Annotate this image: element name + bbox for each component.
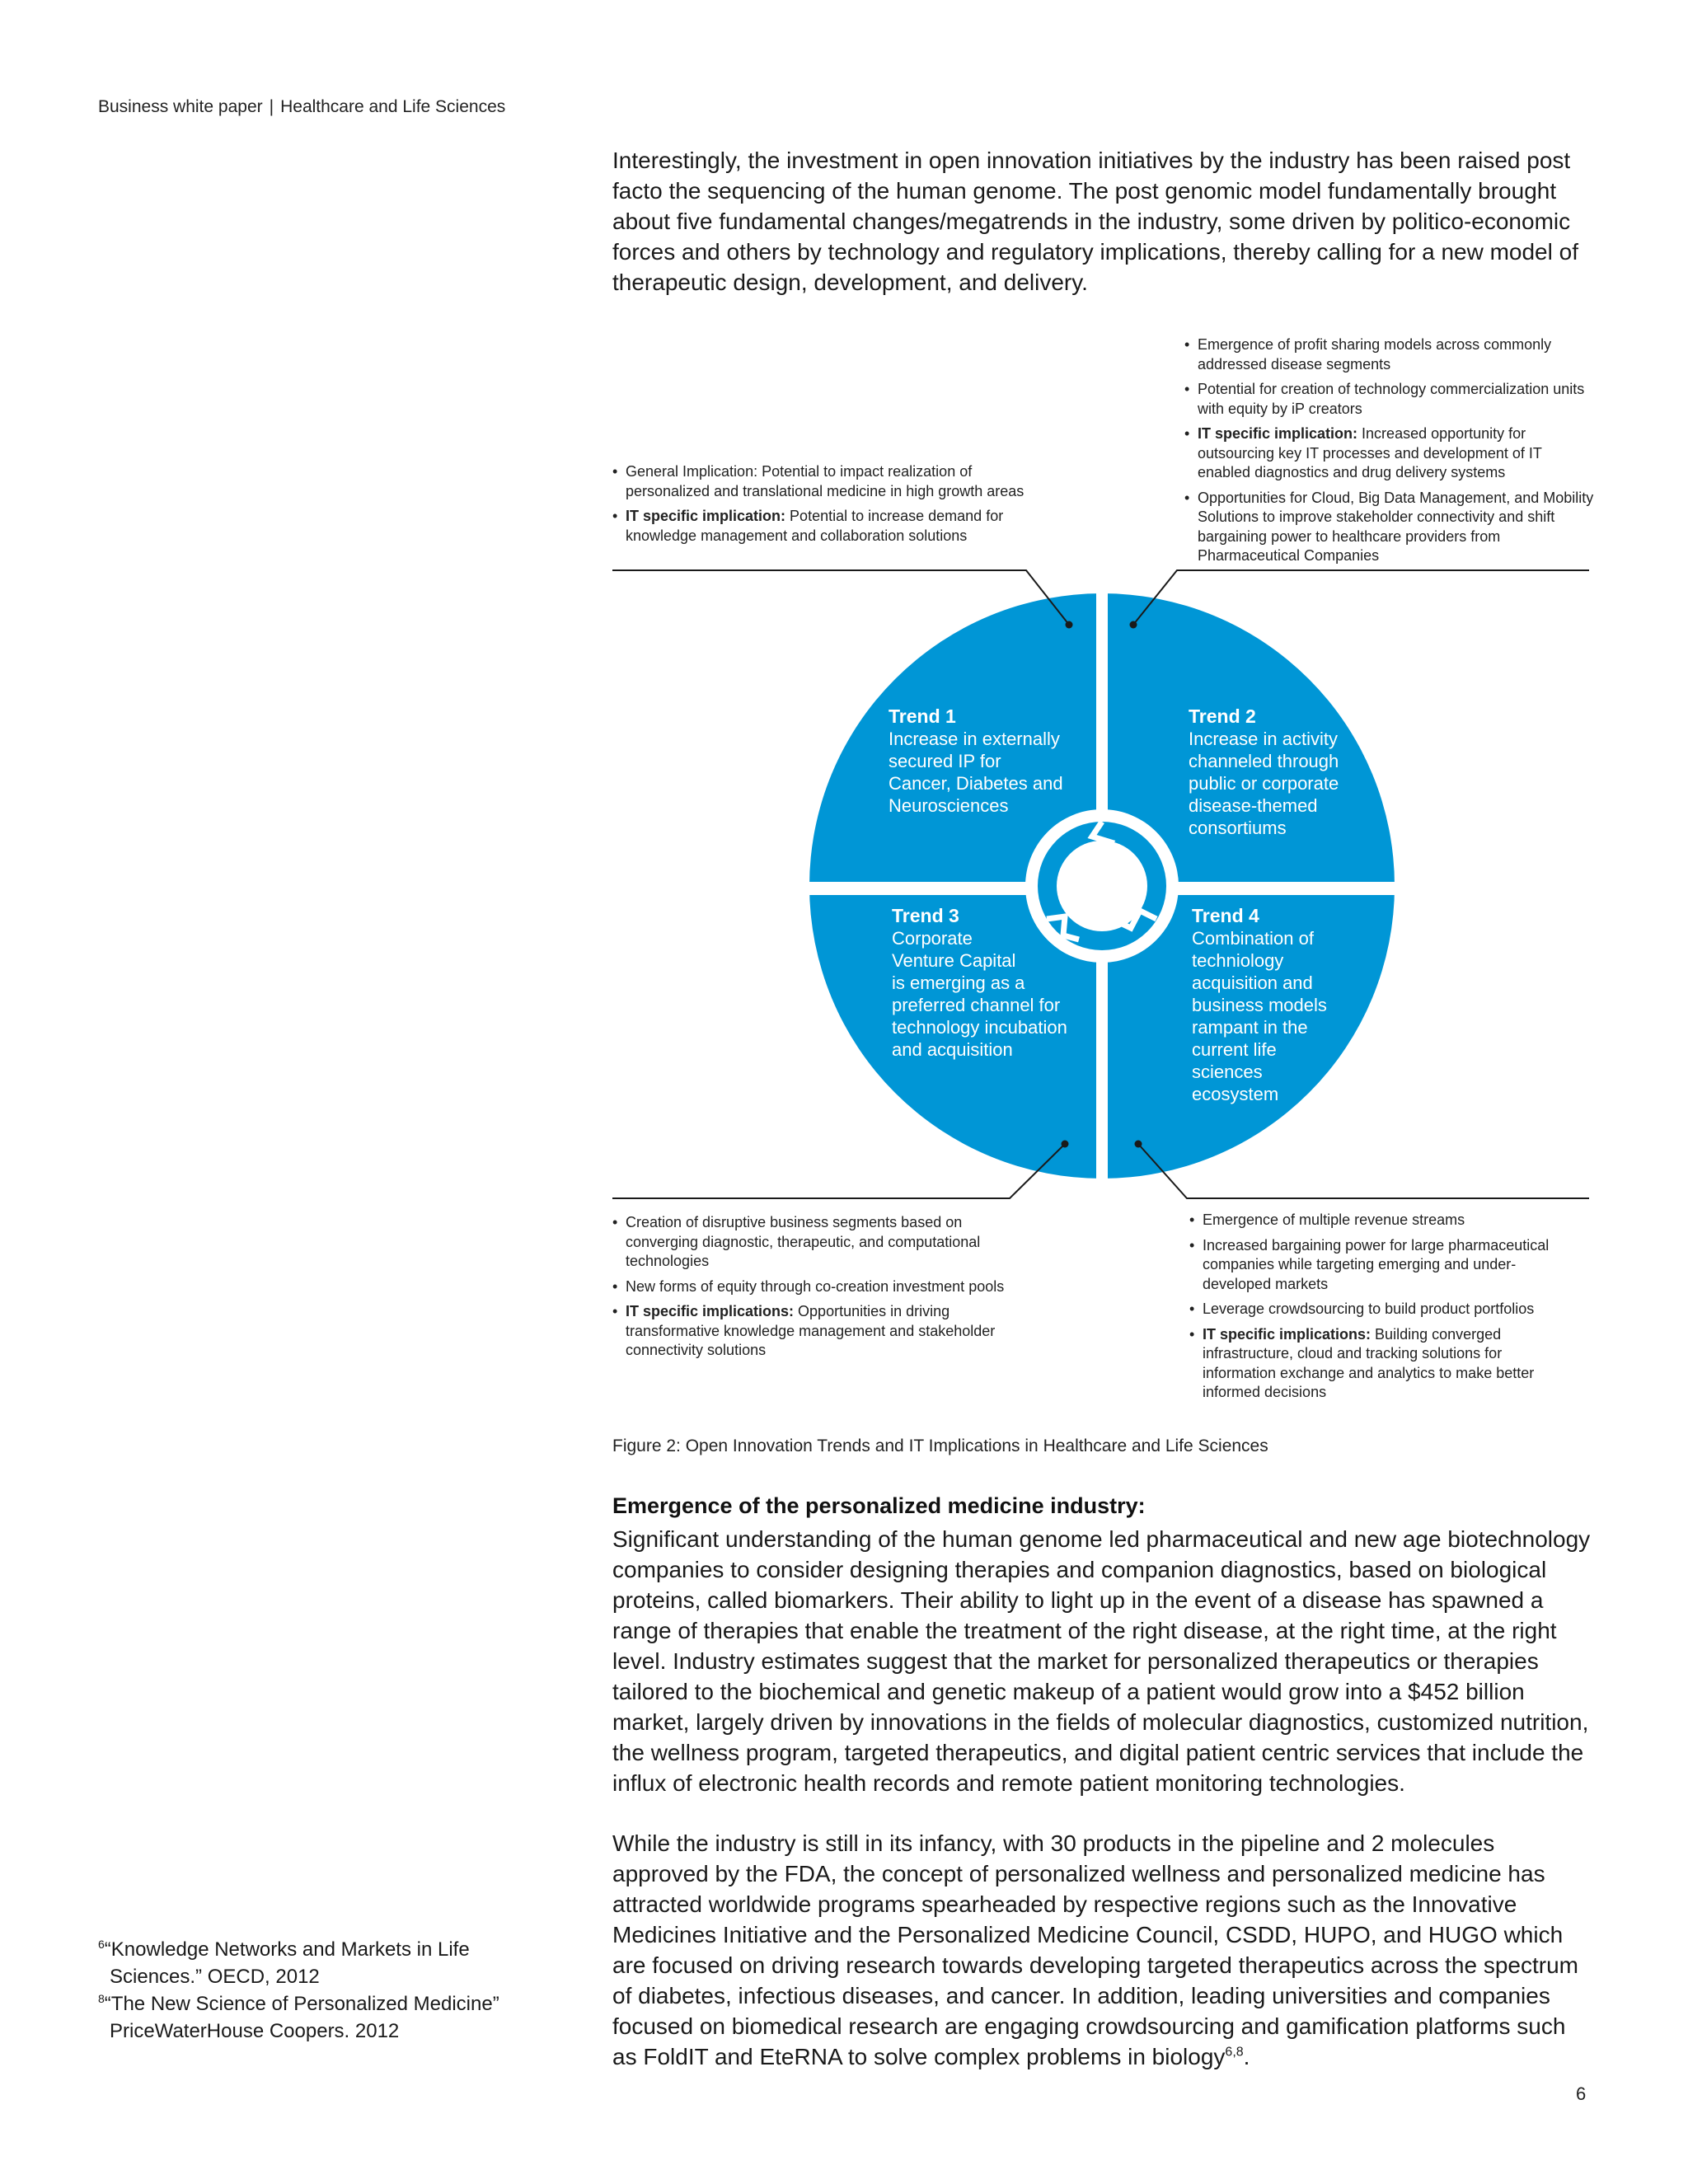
trend-1-line: secured IP for [889,751,1001,771]
trend-2-line: channeled through [1189,751,1339,771]
section-title: Emergence of the personalized medicine industry: [612,1493,1146,1518]
callout-bullet [1189,1211,1568,1230]
callout-bullet [1189,1325,1568,1403]
callout-bullet [1189,1236,1568,1295]
bullet-text: Emergence of profit sharing models across commonly addressed disease segments [1198,336,1552,373]
trend-2-label [1189,705,1378,839]
bullet-text: Opportunities for Cloud, Big Data Management, and Mobility Solutions to improve stakeholder connectivity and shift bargaining power to healthcare providers from Pharmaceutical Companies [1198,489,1594,564]
trend-4-line: rampant in the [1192,1017,1308,1038]
bullet-text: Leverage crowdsourcing to build product portfolios [1203,1301,1535,1317]
figure-caption: Figure 2: Open Innovation Trends and IT Implications in Healthcare and Life Sciences [612,1436,1268,1455]
trend-3-line: and acquisition [892,1039,1013,1060]
trend-1-line: Increase in externally [889,729,1060,749]
bullet-text: Increased bargaining power for large pharmaceutical companies while targeting emerging and under-developed markets [1203,1236,1550,1292]
paragraph-text: While the industry is still in its infancy, with 30 products in the pipeline and 2 molecules approved by the FDA, the concept of personalized wellness and personalized medicine has attracted worldwide programs spearheaded by respective regions such as the Innovative Medicines Initiative and the Personalized Medicine Council, CSDD, HUPO, and HUGO which are focused on driving research towards developing targeted therapeutics across the spectrum of diabetes, infectious diseases, and cancer. In addition, leading universities and companies focused on biomedical research are engaging crowdsourcing and gamification platforms such as FoldIT and EteRNA to solve complex problems in biology [612,1830,1578,2069]
footnote-text: “The New Science of Personalized Medicine” PriceWaterHouse Coopers. 2012 [104,1993,499,2042]
trend-4-line: Combination of [1192,928,1314,949]
bullet-bold: IT specific implications: [1203,1325,1372,1343]
leader-dot-top-right [1130,621,1137,629]
header-doc-type: Business white paper [98,97,263,116]
page-number: 6 [1576,2083,1587,2104]
trend-4-line: business models [1192,995,1327,1015]
callout-bullet [1184,424,1597,483]
leader-dot-bottom-left [1062,1141,1069,1148]
callout-top-right [1184,335,1597,572]
bullet-text: Opportunities in driving transformative knowledge management and stakeholder connectivity solutions [626,1303,996,1358]
body-paragraph-1: Significant understanding of the human genome led pharmaceutical and new age biotechnology companies to consider designing therapies and companion diagnostics, based on biological proteins, called biomarkers. Their ability to light up in the event of a disease has spawned a range of therapies that enable the treatment of the right disease, at the right time, at the right level. Industry estimates suggest that the market for personalized therapeutics or therapies tailored to the biochemical and genetic makeup of a patient would grow into a $452 billion market, largely driven by innovations in the fields of molecular diagnostics, customized nutrition, the wellness program, targeted therapeutics, and digital patient centric services that include the influx of electronic health records and remote patient monitoring technologies. [612,1526,1591,1796]
trend-3-line: is emerging as a [892,972,1025,993]
trend-4-line: sciences [1192,1062,1263,1082]
bullet-bold: IT specific implications: [626,1303,795,1319]
trend-4-line: acquisition and [1192,972,1313,993]
callout-bullet [612,1302,1033,1361]
bullet-text: Potential to increase demand for knowledge management and collaboration solutions [626,508,1004,544]
footnote [98,1936,527,1990]
body-paragraph-2 [612,1828,1593,2072]
callout-top-left [612,462,1041,551]
bullet-text: Potential for creation of technology commercialization units with equity by iP creators [1198,381,1585,417]
trend-2-title: Trend 2 [1189,705,1256,727]
callout-bullet [1189,1300,1568,1319]
trend-1-title: Trend 1 [889,705,956,727]
trend-3-line: Corporate [892,928,973,949]
trend-2-line: consortiums [1189,818,1287,838]
callout-bullet [1184,335,1597,374]
bullet-text: Creation of disruptive business segments based on converging diagnostic, therapeutic, and computational technologies [626,1214,981,1269]
header-separator: | [269,97,274,116]
bullet-text: New forms of equity through co-creation investment pools [626,1277,1005,1295]
bullet-bold: IT specific implication: [626,508,786,524]
trend-2-line: Increase in activity [1189,729,1338,749]
callout-bullet [612,1213,1033,1272]
trend-4-line: techniology [1192,950,1284,971]
callout-bottom-right [1189,1211,1568,1408]
footnote-number: 8 [98,1992,105,2005]
footnote-text: “Knowledge Networks and Markets in Life Sciences.” OECD, 2012 [104,1938,470,1988]
trend-4-label [1192,905,1357,1105]
trend-3-title: Trend 3 [892,905,959,926]
trend-1-line: Neurosciences [889,795,1009,816]
intro-paragraph: Interestingly, the investment in open innovation initiatives by the industry has been raised post facto the sequencing of the human genome. The post genomic model fundamentally brought about five fundamental changes/megatrends in the industry, some driven by politico-economic forces and others by technology and regulatory implications, thereby calling for a new model of therapeutic design, development, and delivery. [612,148,1578,295]
callout-bullet [612,462,1041,501]
bullet-text: Emergence of multiple revenue streams [1203,1212,1465,1228]
trend-4-line: current life [1192,1039,1277,1060]
paragraph-end: . [1243,2044,1250,2069]
callout-bullet [1184,380,1597,419]
callout-bullet [1184,489,1597,566]
callout-bottom-left [612,1213,1033,1366]
bullet-text: Increased opportunity for outsourcing key IT processes and development of IT enabled diagnostics and drug delivery systems [1198,425,1542,480]
trend-1-label [889,705,1078,817]
trend-1-line: Cancer, Diabetes and [889,773,1063,794]
trend-4-line: ecosystem [1192,1084,1279,1104]
leader-dot-top-left [1066,621,1073,629]
footnote [98,1990,527,2045]
footnote-number: 6 [98,1938,105,1951]
trend-2-line: public or corporate [1189,773,1339,794]
trend-3-label [892,905,1081,1061]
trend-3-line: technology incubation [892,1017,1067,1038]
trend-2-line: disease-themed [1189,795,1318,816]
trend-3-line: preferred channel for [892,995,1061,1015]
callout-bullet [612,507,1041,546]
bullet-bold: IT specific implication: [1198,425,1358,442]
callout-bullet [612,1277,1033,1297]
trend-4-title: Trend 4 [1192,905,1259,926]
citation-superscript: 6,8 [1225,2045,1244,2060]
header-section: Healthcare and Life Sciences [280,97,506,116]
bullet-text: General Implication: Potential to impact realization of personalized and translational medicine in high growth areas [626,463,1025,499]
footnotes [98,1936,527,2045]
leader-dot-bottom-right [1135,1141,1142,1148]
trend-3-line: Venture Capital [892,950,1016,971]
bullet-text: Building converged infrastructure, cloud and tracking solutions for information exchange and analytics to make better informed decisions [1203,1325,1535,1400]
